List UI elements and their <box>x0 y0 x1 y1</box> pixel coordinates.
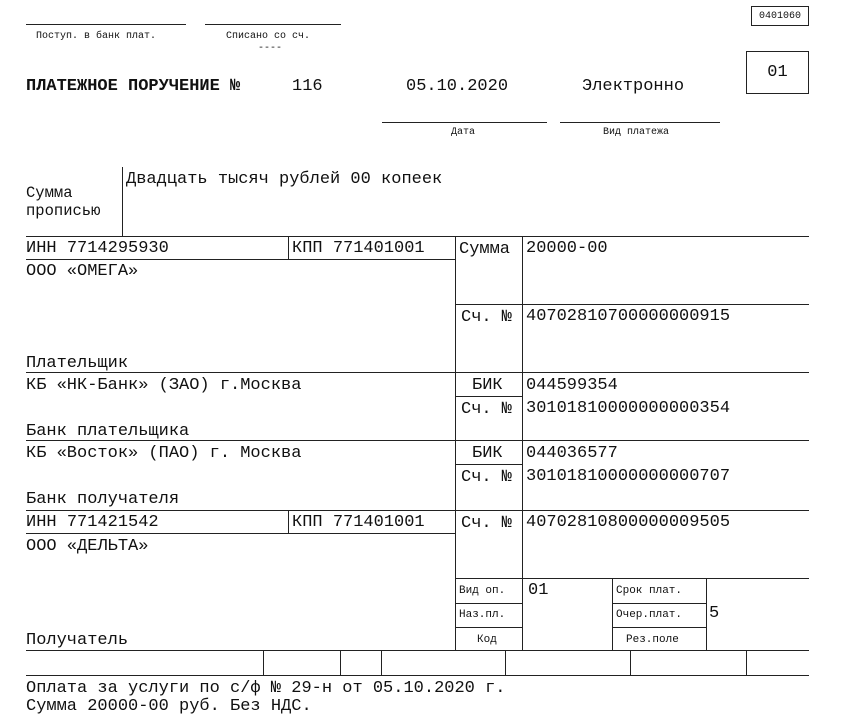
payer-inn-label: ИНН <box>26 239 57 258</box>
payer-kpp-divider <box>288 236 289 259</box>
status-code: 01 <box>767 63 788 82</box>
payer-bank-role-label: Банк плательщика <box>26 422 190 441</box>
payee-bank-name: КБ «Восток» (ПАО) г. Москва <box>26 444 302 463</box>
amount-words-label-1: Сумма <box>26 184 73 202</box>
payee-bank-bik: 044036577 <box>526 444 618 463</box>
tax-cell-4 <box>505 650 506 675</box>
amount-row-bottom <box>455 304 809 305</box>
payee-inn-label: ИНН <box>26 513 57 532</box>
tax-cell-3 <box>381 650 382 675</box>
payer-bank-bik-label: БИК <box>472 376 503 395</box>
tax-row-bottom <box>26 675 809 676</box>
amount-value: 20000-00 <box>526 239 608 258</box>
payee-bottom <box>26 650 809 651</box>
payer-kpp-label: КПП <box>292 239 323 258</box>
payment-type-label: Вид платежа <box>603 127 670 138</box>
codes-top <box>455 578 809 579</box>
payer-kpp <box>292 240 425 257</box>
amount-words-label-2: прописью <box>26 202 101 220</box>
payee-bank-bottom <box>26 510 809 511</box>
payment-type: Электронно <box>582 77 685 96</box>
debited-dashes: ---- <box>258 43 283 54</box>
codes-mid-2 <box>612 603 706 604</box>
payee-inn <box>26 514 159 531</box>
form-code: 0401060 <box>758 10 801 22</box>
payee-bank-bik-label: БИК <box>472 444 503 463</box>
tax-cell-5 <box>630 650 631 675</box>
reserve-label: Рез.поле <box>626 634 679 646</box>
payer-inn <box>26 240 169 257</box>
payer-bank-bik-underline <box>455 396 522 397</box>
payer-name: ООО «ОМЕГА» <box>26 262 139 281</box>
payer-inn-value: 7714295930 <box>66 239 169 258</box>
payer-role-label: Плательщик <box>26 354 129 373</box>
codes-col-c <box>612 578 613 650</box>
payee-bank-acc: 30101810000000000707 <box>526 467 731 486</box>
payee-name: ООО «ДЕЛЬТА» <box>26 537 149 556</box>
payee-kpp-divider <box>288 510 289 533</box>
main-grid-top <box>26 236 809 237</box>
payee-bank-role-label: Банк получателя <box>26 490 180 509</box>
priority-label: Очер.плат. <box>616 609 683 621</box>
received-label: Поступ. в банк плат. <box>36 31 157 42</box>
document-title: ПЛАТЕЖНОЕ ПОРУЧЕНИЕ № <box>26 77 241 96</box>
payee-role-label: Получатель <box>26 631 129 650</box>
tax-cell-2 <box>340 650 341 675</box>
codes-mid-4 <box>612 627 706 628</box>
purpose-line-1: Оплата за услуги по с/ф № 29-н от 05.10.2020 г. <box>26 679 506 698</box>
amount-words-value: Двадцать тысяч рублей 00 копеек <box>126 170 443 189</box>
date-line <box>382 122 547 123</box>
payer-bank-name: КБ «НК-Банк» (ЗАО) г.Москва <box>26 376 302 395</box>
payer-inn-underline <box>26 259 455 260</box>
codes-col-d <box>706 578 707 650</box>
term-label: Срок плат. <box>616 585 683 597</box>
op-type-value: 01 <box>528 581 549 600</box>
debited-line <box>205 24 341 25</box>
debited-label: Списано со сч. <box>226 31 311 42</box>
status-code-box <box>746 51 809 94</box>
received-line <box>26 24 186 25</box>
payer-bank-acc-label: Сч. № <box>461 400 513 419</box>
tax-cell-6 <box>746 650 747 675</box>
tax-cell-1 <box>263 650 264 675</box>
amount-label: Сумма <box>459 240 511 259</box>
purpose-code-label: Наз.пл. <box>459 609 506 621</box>
payee-kpp <box>292 514 425 531</box>
payee-inn-underline <box>26 533 455 534</box>
payee-account-value: 40702810800000009505 <box>526 513 731 532</box>
payer-kpp-value: 771401001 <box>332 239 425 258</box>
date-label: Дата <box>451 127 476 138</box>
payee-kpp-value: 771401001 <box>332 513 425 532</box>
payee-account-label: Сч. № <box>461 514 513 533</box>
codes-mid-3 <box>455 627 522 628</box>
op-type-label: Вид оп. <box>459 585 506 597</box>
payer-bank-acc: 30101810000000000354 <box>526 399 731 418</box>
code-label: Код <box>477 634 497 646</box>
document-number: 116 <box>292 77 323 96</box>
payer-account-label: Сч. № <box>461 308 513 327</box>
priority-value: 5 <box>709 604 720 623</box>
payer-account-bottom <box>455 372 809 373</box>
codes-mid-1 <box>455 603 522 604</box>
grid-col-a <box>455 236 456 650</box>
grid-col-b <box>522 236 523 650</box>
payee-bank-acc-label: Сч. № <box>461 468 513 487</box>
payee-bank-bik-underline <box>455 464 522 465</box>
payer-bank-bik: 044599354 <box>526 376 618 395</box>
payer-account-value: 40702810700000000915 <box>526 307 731 326</box>
payee-kpp-label: КПП <box>292 513 323 532</box>
payment-type-line <box>560 122 720 123</box>
document-date: 05.10.2020 <box>406 77 509 96</box>
payee-inn-value: 771421542 <box>66 513 159 532</box>
form-code-box <box>751 6 809 26</box>
amount-words-divider <box>122 167 123 236</box>
purpose-line-2: Сумма 20000-00 руб. Без НДС. <box>26 697 312 716</box>
